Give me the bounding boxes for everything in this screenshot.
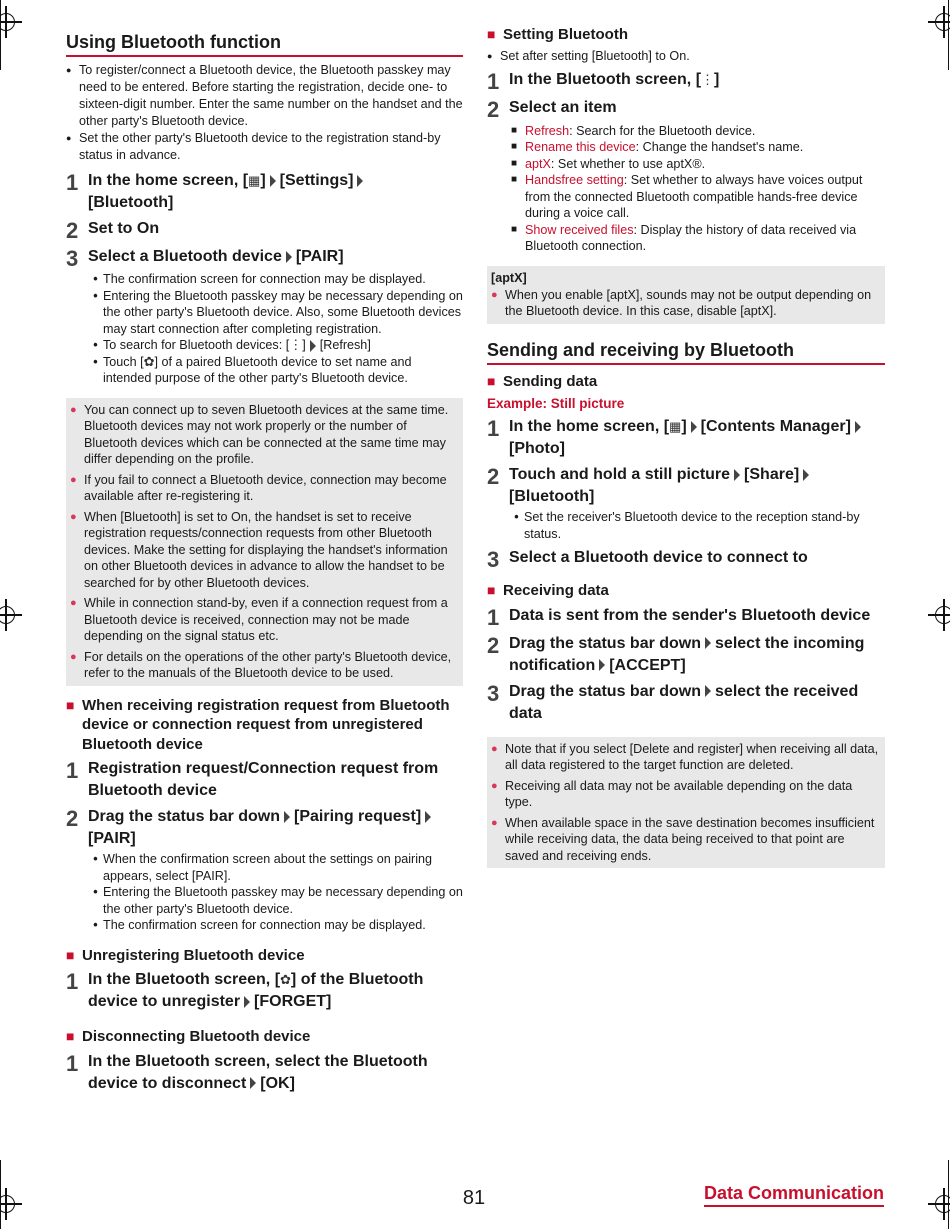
step-3-notes [66,271,463,387]
intro-item: ● Set the other party's Bluetooth device to the registration stand-by status in advance. [66,131,441,162]
note-item: ● If you fail to connect a Bluetooth device, connection may become available after re-registering it. [70,472,447,503]
note-dot-icon: ● [491,779,498,792]
arrow-right-icon [425,811,431,823]
arrow-right-icon [705,637,711,649]
step-1: 1 In the home screen, [▦] [Contents Manager][Photo] [487,416,885,460]
arrow-right-icon [244,996,250,1008]
setting-items [487,123,885,255]
bullet-icon: ● [66,133,72,143]
arrow-right-icon [357,175,363,187]
subsection-heading: ■ Disconnecting Bluetooth device [66,1028,311,1045]
step-1: 1 In the home screen, [▦] [Settings] [Bluetooth] [66,170,463,214]
note-dot-icon: ● [70,650,77,663]
subsection-heading: ■ Unregistering Bluetooth device [66,946,305,964]
arrow-right-icon [705,685,711,697]
note-dot-icon: ● [491,816,498,829]
square-icon: ■ [487,372,496,389]
settings-gear-icon: ✿ [280,972,291,987]
registration-mark-top-left [0,10,18,34]
notes-box [66,398,463,686]
setting-item-handsfree: ■ Handsfree setting: Set whether to always have voices output from the connected Bluetooth compatible hands-free device during a voice call. [511,173,863,220]
square-icon: ■ [66,1028,75,1044]
receiving-notes-box [487,737,885,869]
sub-item: • Entering the Bluetooth passkey may be necessary depending on the other party's Bluetooth device. [93,885,463,916]
intro-item: ● Set after setting [Bluetooth] to On. [487,48,690,63]
arrow-right-icon [310,340,316,352]
section-title: Using Bluetooth function [66,32,463,57]
step-2: 2 Set to On [66,218,160,243]
square-icon: ■ [487,26,496,42]
setting-item-aptx: ■ aptX: Set whether to use aptX®. [511,156,706,171]
step-2: 2 Touch and hold a still picture [Share] [Bluetooth] [487,464,885,508]
sub-item: • Entering the Bluetooth passkey may be necessary depending on the other party's Bluetooth device. Also, some Bluetooth devices may start connection after completing registration. [93,288,463,336]
arrow-right-icon [286,251,292,263]
right-column [487,0,885,868]
sub-item: • Set the receiver's Bluetooth device to the reception stand-by status. [514,510,860,541]
arrow-right-icon [691,421,697,433]
section-title: Sending and receiving by Bluetooth [487,340,885,365]
aptx-note-box [487,266,885,324]
setting-item-rename: ■ Rename this device: Change the handset's name. [511,140,804,154]
note-dot-icon: ● [70,403,77,416]
note-dot-icon: ● [70,597,77,609]
step-1: 1 Registration request/Connection request from Bluetooth device [66,758,439,799]
arrow-right-icon [855,421,861,433]
crop-mark [948,0,949,70]
note-dot-icon: ● [70,510,77,523]
note-item: ● When available space in the save destination becomes insufficient while receiving data, the data being received to that point are saved and receiving ends. [491,815,875,863]
setting-item-refresh: ■ Refresh: Search for the Bluetooth device. [511,123,756,138]
note-dot-icon: ● [491,742,498,755]
note-item: ● Receiving all data may not be available depending on the data type. [491,778,853,809]
menu-icon: ⋮ [289,337,303,352]
step-3: 3 Drag the status bar down select the received data [487,680,859,722]
example-label: Example: Still picture [487,396,625,411]
sub-item: • The confirmation screen for connection may be displayed. [93,272,426,286]
chapter-label: Data Communication [704,1183,884,1207]
note-dot-icon: ● [70,473,77,486]
apps-icon: ▦ [248,173,261,188]
sub-item: • Touch [✿] of a paired Bluetooth device to set name and intended purpose of the other party's Bluetooth device. [93,353,412,385]
step-2: 2 Drag the status bar down [Pairing request] [PAIR] [66,806,463,850]
registration-mark-mid-left [0,603,18,627]
sub-item: • To search for Bluetooth devices: [⋮] [Refresh] [93,337,371,352]
crop-mark [0,1160,1,1229]
bullet-icon: ● [66,65,72,75]
subsection-heading: ■ When receiving registration request from Bluetooth device or connection request from unregistered Bluetooth device [66,696,450,753]
square-icon: ■ [66,946,75,963]
subsection-heading: ■ Receiving data [487,582,609,599]
step-2: 2 Select an item [487,96,617,122]
step-1: 1 In the Bluetooth screen, [✿] of the Bluetooth device to unregister [FORGET] [66,969,424,1010]
step-1: 1 In the Bluetooth screen, [⋮] [487,68,720,94]
intro-list [66,62,463,164]
registration-mark-mid-right [932,603,950,627]
note-item: ● While in connection stand-by, even if a connection request from a Bluetooth device is received, connection may not be made depending on the signal status etc. [70,596,448,643]
subsection-heading: ■ Sending data [487,372,598,390]
note-dot-icon: ● [491,288,498,301]
page-number: 81 [462,1187,486,1209]
bullet-icon: ● [487,50,493,61]
square-icon: ■ [487,582,496,598]
menu-icon: ⋮ [701,71,715,87]
intro-item: ● To register/connect a Bluetooth device, the Bluetooth passkey may need to be entered. Before starting the registration, decide one- to sixteen-digit number. Enter the same number on the handset and the other party's Bluetooth device. [66,63,463,128]
note-item: ● You can connect up to seven Bluetooth devices at the same time. Bluetooth devices may not work properly or the number of Bluetooth devices which can be connected at the same time may differ depending on the profile. [70,402,449,466]
registration-mark-bottom-left [0,1192,18,1216]
step-2: 2 Drag the status bar down select the incoming notification [ACCEPT] [487,632,865,674]
sub-item: • When the confirmation screen about the settings on pairing appears, select [PAIR]. [93,852,433,883]
arrow-right-icon [734,469,740,481]
step-2-notes [66,851,463,934]
arrow-right-icon [250,1077,256,1089]
arrow-right-icon [270,175,276,187]
step-3: 3 Select a Bluetooth device [PAIR] [66,246,344,271]
note-item: ● When you enable [aptX], sounds may not be output depending on the Bluetooth device. In this case, disable [aptX]. [491,287,872,318]
settings-gear-icon: ✿ [143,353,155,369]
step-1: 1 Data is sent from the sender's Bluetooth device [487,604,871,630]
square-icon: ■ [66,696,75,713]
note-item: ● For details on the operations of the other party's Bluetooth device, refer to the manuals of the Bluetooth device to be used. [70,649,452,680]
step-1: 1 In the Bluetooth screen, select the Bluetooth device to disconnect [OK] [66,1050,428,1092]
crop-mark [948,1160,949,1229]
note-title: [aptX] [491,270,527,285]
note-item: ● When [Bluetooth] is set to On, the handset is set to receive registration requests/connection requests from other Bluetooth devices. Make the setting for displaying the handset's information on other Bluetooth devices in advance to allow the handset to be searched for by other Bluetooth devices. [70,509,448,590]
arrow-right-icon [803,469,809,481]
note-item: ● Note that if you select [Delete and register] when receiving all data, all data registered to the target function are deleted. [491,741,879,772]
setting-item-show-received: ■ Show received files: Display the history of data received via Bluetooth connection. [511,222,857,253]
arrow-right-icon [284,811,290,823]
subsection-heading: ■ Setting Bluetooth [487,26,628,43]
step-3: 3 Select a Bluetooth device to connect to [487,547,808,572]
crop-mark [0,0,1,70]
left-column [66,0,463,1095]
sub-item: • The confirmation screen for connection may be displayed. [93,918,426,932]
arrow-right-icon [599,659,605,671]
apps-icon: ▦ [669,419,682,434]
